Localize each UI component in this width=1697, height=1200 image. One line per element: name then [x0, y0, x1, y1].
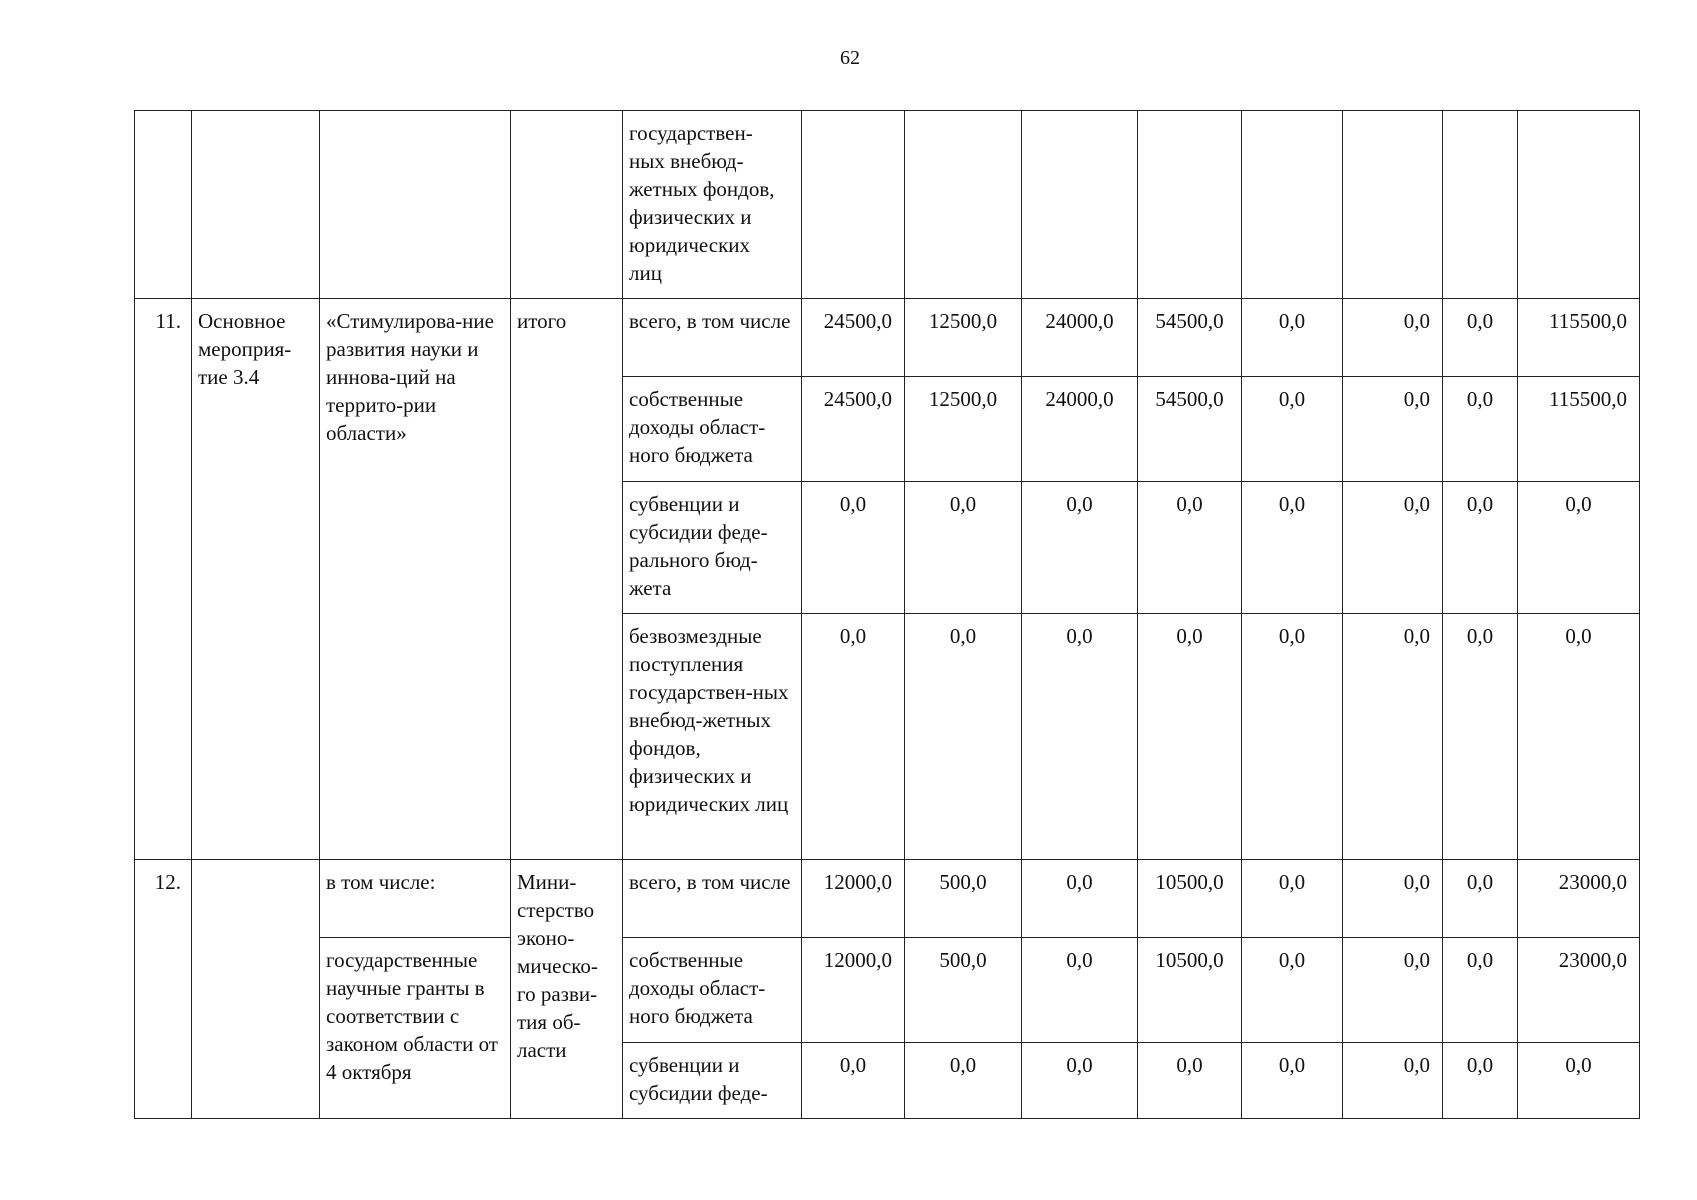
cell-value: 23000,0: [1518, 938, 1640, 1043]
cell-value: 54500,0: [1138, 377, 1242, 482]
cell-value: 24000,0: [1022, 299, 1138, 377]
cell-type: [192, 111, 320, 299]
cell-value: 0,0: [1022, 1043, 1138, 1119]
cell-executor: итого: [511, 299, 623, 860]
cell-value: 0,0: [1443, 938, 1518, 1043]
cell-value: 500,0: [905, 860, 1022, 938]
cell-value: 0,0: [1022, 938, 1138, 1043]
cell-value: 0,0: [1138, 482, 1242, 614]
cell-value: [1343, 111, 1443, 299]
cell-value: 0,0: [1443, 614, 1518, 860]
cell-value: 0,0: [1138, 1043, 1242, 1119]
cell-value: 0,0: [1242, 377, 1343, 482]
cell-value: 0,0: [1518, 614, 1640, 860]
table-row-continuation: [135, 111, 1640, 299]
cell-value: 12000,0: [802, 860, 905, 938]
cell-value: 0,0: [1343, 377, 1443, 482]
page-number: 62: [840, 47, 860, 69]
cell-value: [1242, 111, 1343, 299]
cell-source: государствен- ных внебюд- жетных фондов, физических и юридических лиц: [623, 111, 802, 299]
cell-value: 0,0: [1343, 938, 1443, 1043]
cell-value: 115500,0: [1518, 377, 1640, 482]
cell-value: 0,0: [1022, 482, 1138, 614]
cell-value: 0,0: [1242, 1043, 1343, 1119]
table-row-11-line-0: [135, 299, 1640, 377]
cell-value: 23000,0: [1518, 860, 1640, 938]
cell-value: [1138, 111, 1242, 299]
cell-value: [905, 111, 1022, 299]
table-row-12-line-0: [135, 860, 1640, 938]
cell-type: Основное мероприя-тие 3.4: [192, 299, 320, 860]
cell-name: [320, 111, 511, 299]
cell-value: 0,0: [1343, 614, 1443, 860]
cell-source: собственные доходы област-ного бюджета: [623, 377, 802, 482]
cell-num: [135, 111, 192, 299]
cell-value: 12500,0: [905, 299, 1022, 377]
cell-value: [1022, 111, 1138, 299]
cell-value: 54500,0: [1138, 299, 1242, 377]
cell-source: всего, в том числе: [623, 860, 802, 938]
cell-source: собственные доходы област-ного бюджета: [623, 938, 802, 1043]
cell-source: всего, в том числе: [623, 299, 802, 377]
cell-value: 0,0: [1343, 860, 1443, 938]
cell-value: 115500,0: [1518, 299, 1640, 377]
cell-source: субвенции и субсидии феде-: [623, 1043, 802, 1119]
cell-value: 0,0: [1343, 1043, 1443, 1119]
cell-executor: [511, 111, 623, 299]
cell-value: 0,0: [1443, 860, 1518, 938]
cell-num: 11.: [135, 299, 192, 860]
cell-value: 0,0: [1242, 614, 1343, 860]
cell-value: 0,0: [802, 1043, 905, 1119]
cell-value: 12000,0: [802, 938, 905, 1043]
cell-name: в том числе:: [320, 860, 511, 938]
cell-value: 0,0: [1242, 938, 1343, 1043]
cell-value: 0,0: [1022, 614, 1138, 860]
cell-value: 0,0: [1518, 1043, 1640, 1119]
cell-value: 0,0: [1443, 377, 1518, 482]
cell-value: 0,0: [905, 614, 1022, 860]
cell-value: 10500,0: [1138, 938, 1242, 1043]
cell-value: 0,0: [1242, 482, 1343, 614]
cell-value: 24500,0: [802, 299, 905, 377]
cell-type: [192, 860, 320, 1119]
cell-value: 0,0: [1518, 482, 1640, 614]
cell-value: 0,0: [1343, 482, 1443, 614]
cell-name: государственные научные гранты в соответствии с законом области от 4 октября: [320, 938, 511, 1119]
table-row-12-line-1: [135, 938, 1640, 1043]
cell-value: [1518, 111, 1640, 299]
cell-executor: Мини-стерство эконо-мическо-го разви-тия об-ласти: [511, 860, 623, 1119]
cell-value: 0,0: [1242, 299, 1343, 377]
cell-num: 12.: [135, 860, 192, 1119]
budget-table: [134, 110, 1640, 1119]
cell-value: 24500,0: [802, 377, 905, 482]
cell-name: «Стимулирова-ние развития науки и иннова-ций на террито-рии области»: [320, 299, 511, 860]
cell-value: 0,0: [1138, 614, 1242, 860]
cell-value: 0,0: [1443, 482, 1518, 614]
cell-value: 0,0: [1443, 1043, 1518, 1119]
cell-source: субвенции и субсидии феде-рального бюд-жета: [623, 482, 802, 614]
cell-value: 0,0: [802, 482, 905, 614]
cell-value: 0,0: [1242, 860, 1343, 938]
cell-value: [1443, 111, 1518, 299]
cell-value: 0,0: [1022, 860, 1138, 938]
cell-value: 24000,0: [1022, 377, 1138, 482]
cell-value: 0,0: [802, 614, 905, 860]
cell-value: 0,0: [905, 1043, 1022, 1119]
cell-value: [802, 111, 905, 299]
cell-value: 12500,0: [905, 377, 1022, 482]
cell-value: 0,0: [1343, 299, 1443, 377]
cell-value: 10500,0: [1138, 860, 1242, 938]
cell-source: безвозмездные поступления государствен-ных внебюд-жетных фондов, физических и юридических лиц: [623, 614, 802, 860]
cell-value: 0,0: [1443, 299, 1518, 377]
cell-value: 0,0: [905, 482, 1022, 614]
cell-value: 500,0: [905, 938, 1022, 1043]
